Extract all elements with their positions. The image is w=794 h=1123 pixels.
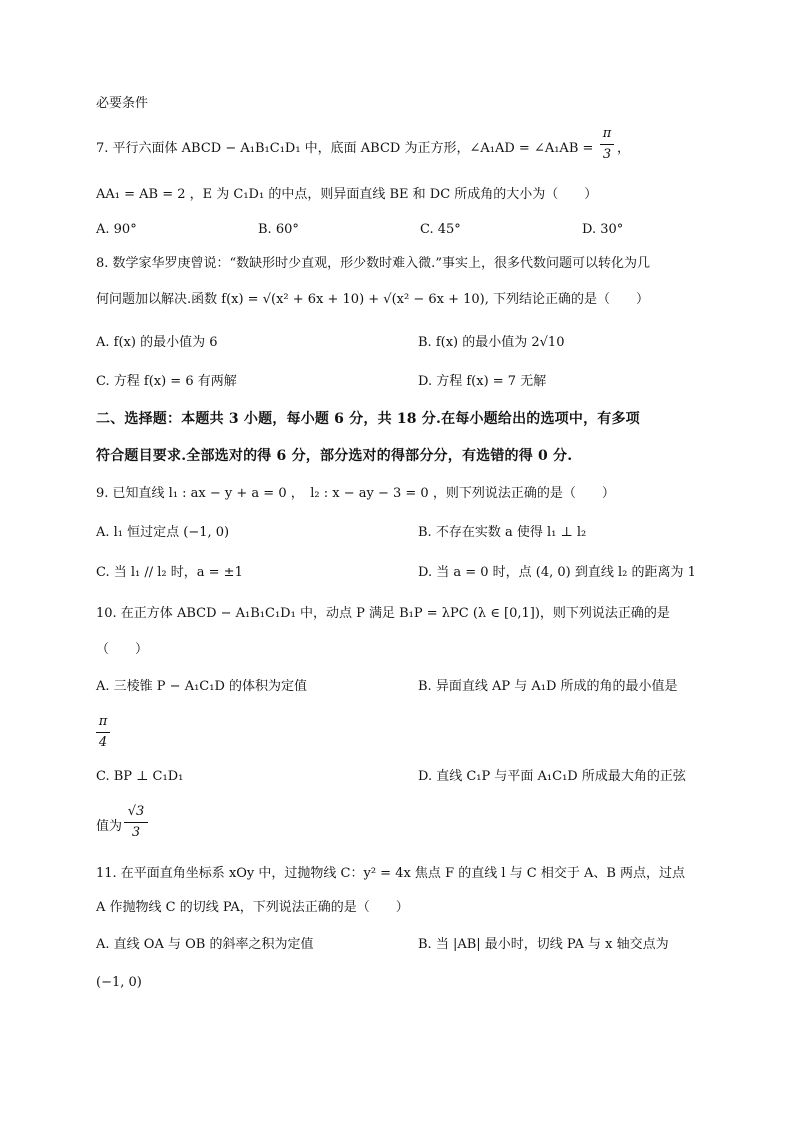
section2-line2: 符合题目要求.全部选对的得 6 分，部分选对的得部分分，有选错的得 0 分. (96, 448, 573, 464)
q10-b-frac-bar (96, 732, 110, 733)
section2-line1: 二、选择题：本题共 3 小题，每小题 6 分，共 18 分.在每小题给出的选项中，有多项 (96, 411, 640, 427)
q10-option-a: A. 三棱锥 P − A₁C₁D 的体积为定值 (96, 679, 308, 694)
q9-option-b: B. 不存在实数 a 使得 l₁ ⊥ l₂ (418, 525, 587, 540)
q11-stem-line2: A 作抛物线 C 的切线 PA，下列说法正确的是（ ） (96, 900, 409, 915)
q7-stem-line2: AA₁ = AB = 2 ，E 为 C₁D₁ 的中点，则异面直线 BE 和 DC 所成角的大小为（ ） (96, 187, 598, 202)
q10-option-d-prefix: 值为 (96, 819, 123, 834)
q8-option-d: D. 方程 f(x) = 7 无解 (418, 374, 547, 389)
q11-option-b-line1: B. 当 |AB| 最小时，切线 PA 与 x 轴交点为 (418, 937, 669, 952)
q9-stem: 9. 已知直线 l₁ : ax − y + a = 0 ， l₂ : x − ay − 3 = 0 ，则下列说法正确的是（ ） (96, 486, 615, 501)
q11-option-b-line2: (−1, 0) (96, 975, 142, 990)
q11-stem-line1: 11. 在平面直角坐标系 xOy 中，过抛物线 C：y² = 4x 焦点 F 的直线 l 与 C 相交于 A、B 两点，过点 (96, 866, 686, 881)
q10-d-frac-num: √3 (127, 804, 145, 819)
q10-option-c: C. BP ⊥ C₁D₁ (96, 769, 184, 784)
q10-stem-line2: （ ） (96, 642, 149, 657)
q7-option-d: D. 30° (582, 222, 624, 237)
q9-option-a: A. l₁ 恒过定点 (−1, 0) (96, 525, 230, 540)
q9-option-c: C. 当 l₁ // l₂ 时，a = ±1 (96, 565, 243, 580)
q8-stem-line2: 何问题加以解决.函数 f(x) = √(x² + 6x + 10) + √(x² − 6x + 10), 下列结论正确的是（ ） (96, 292, 649, 307)
q7-frac-num: π (602, 126, 612, 141)
top-fragment: 必要条件 (96, 96, 149, 111)
q10-b-frac-den: 4 (98, 735, 108, 750)
q7-option-c: C. 45° (420, 222, 461, 237)
q10-d-frac-bar (124, 822, 148, 823)
q7-fraction (600, 126, 614, 163)
q10-b-frac-num: π (98, 714, 108, 729)
q10-stem-line1: 10. 在正方体 ABCD − A₁B₁C₁D₁ 中，动点 P 满足 B₁P = λPC (λ ∈ [0,1])，则下列说法正确的是 (96, 606, 670, 621)
q7-option-b: B. 60° (258, 222, 299, 237)
q8-option-a: A. f(x) 的最小值为 6 (96, 335, 218, 350)
q10-d-frac-den: 3 (131, 825, 141, 840)
q11-option-a: A. 直线 OA 与 OB 的斜率之积为定值 (96, 937, 314, 952)
q8-option-b: B. f(x) 的最小值为 2√10 (418, 335, 565, 350)
q8-option-c: C. 方程 f(x) = 6 有两解 (96, 374, 237, 389)
q7-frac-bar (600, 144, 614, 145)
q10-option-d-line1: D. 直线 C₁P 与平面 A₁C₁D 所成最大角的正弦 (418, 769, 686, 784)
q10-option-b: B. 异面直线 AP 与 A₁D 所成的角的最小值是 (418, 679, 678, 694)
q10-option-d-fraction (124, 804, 148, 841)
q7-frac-tail: ， (617, 141, 631, 156)
q8-stem-line1: 8. 数学家华罗庚曾说：“数缺形时少直观，形少数时难入微.”事实上，很多代数问题可以转化为几 (96, 256, 650, 271)
q7-stem-line1: 7. 平行六面体 ABCD − A₁B₁C₁D₁ 中，底面 ABCD 为正方形，∠A₁AD = ∠A₁AB = (96, 141, 594, 156)
q7-option-a: A. 90° (96, 222, 137, 237)
q10-option-b-fraction (96, 714, 110, 751)
q7-frac-den: 3 (602, 147, 612, 162)
q9-option-d: D. 当 a = 0 时，点 (4, 0) 到直线 l₂ 的距离为 1 (418, 565, 696, 580)
